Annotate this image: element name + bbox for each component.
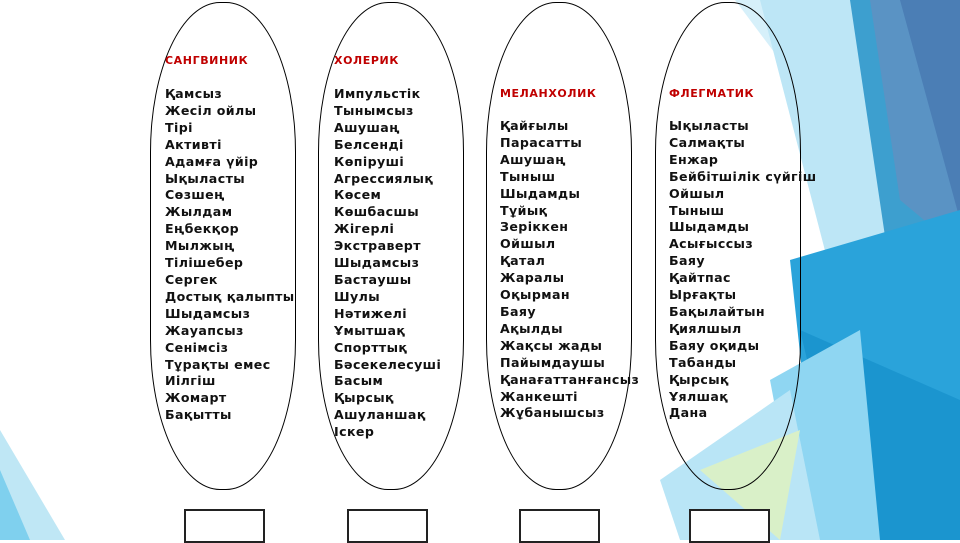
trait-item: Ақылды — [500, 320, 563, 336]
trait-item: Асығыссыз — [669, 236, 754, 252]
trait-item: Импульстік — [334, 86, 421, 101]
answer-box-melancholic[interactable] — [519, 509, 600, 543]
column-list-phlegmatic — [669, 118, 817, 422]
trait-item: Қырсық — [669, 371, 729, 387]
trait-item: Шыдамсыз — [165, 305, 251, 321]
trait-item: Салмақты — [669, 134, 746, 150]
trait-item: Қамсыз — [165, 86, 223, 101]
trait-item: Жігерлі — [334, 221, 395, 237]
trait-item: Бақылайтын — [669, 303, 765, 319]
trait-item: Тынымсыз — [334, 102, 414, 118]
trait-item: Қайтпас — [669, 270, 731, 286]
trait-item: Басым — [334, 373, 384, 389]
trait-item: Адамға үйір — [165, 153, 259, 169]
trait-item: Сенімсіз — [165, 339, 229, 355]
trait-item: Шулы — [334, 288, 380, 304]
trait-item: Ықыласты — [669, 118, 750, 133]
trait-item: Бастаушы — [334, 271, 412, 287]
answer-box-phlegmatic[interactable] — [689, 509, 770, 543]
trait-item: Еңбекқор — [165, 221, 240, 237]
trait-item: Қатал — [500, 253, 546, 269]
trait-item: Шыдамды — [669, 219, 750, 235]
trait-item: Бейбітшілік сүйгіш — [669, 168, 817, 184]
trait-item: Ашуланшақ — [334, 407, 426, 423]
column-list-sanguine — [165, 86, 295, 424]
trait-item: Қиялшыл — [669, 320, 742, 336]
trait-item: Баяу — [500, 303, 536, 319]
trait-item: Зеріккен — [500, 219, 569, 235]
trait-item: Белсенді — [334, 136, 404, 152]
trait-item: Парасатты — [500, 134, 583, 150]
trait-item: Көпіруші — [334, 153, 405, 169]
trait-item: Баяу — [669, 253, 705, 269]
trait-item: Достық қалыпты — [165, 288, 295, 304]
trait-item: Дана — [669, 405, 708, 421]
trait-item: Жанкешті — [500, 388, 578, 404]
trait-item: Сөзшең — [165, 187, 225, 203]
trait-item: Тірі — [165, 119, 193, 135]
trait-item: Спорттық — [334, 339, 408, 355]
column-title-phlegmatic: ФЛЕГМАТИК — [669, 87, 755, 100]
trait-item: Ырғақты — [669, 287, 737, 303]
trait-item: Мылжың — [165, 238, 235, 254]
trait-item: Енжар — [669, 151, 719, 167]
trait-item: Жылдам — [165, 204, 233, 220]
trait-item: Іскер — [334, 424, 375, 440]
trait-item: Көшбасшы — [334, 204, 420, 220]
answer-box-choleric[interactable] — [347, 509, 428, 543]
trait-item: Сергек — [165, 271, 218, 287]
trait-item: Ұялшақ — [669, 388, 729, 404]
trait-item: Жақсы жады — [500, 337, 603, 353]
trait-item: Бақытты — [165, 407, 232, 423]
trait-item: Активті — [165, 136, 222, 152]
trait-item: Тұйық — [500, 202, 548, 218]
trait-item: Ойшыл — [500, 236, 556, 252]
trait-item: Табанды — [669, 354, 737, 370]
answer-box-sanguine[interactable] — [184, 509, 265, 543]
trait-item: Көсем — [334, 187, 382, 203]
column-title-melancholic: МЕЛАНХОЛИК — [500, 87, 597, 100]
trait-item: Бәсекелесуші — [334, 356, 442, 372]
trait-item: Ұмытшақ — [334, 322, 406, 338]
trait-item: Пайымдаушы — [500, 354, 606, 370]
trait-item: Шыдамды — [500, 185, 581, 201]
trait-item: Агрессиялық — [334, 170, 434, 186]
trait-item: Шыдамсыз — [334, 255, 420, 271]
trait-item: Тілішебер — [165, 255, 244, 271]
column-title-choleric: ХОЛЕРИК — [334, 54, 399, 67]
trait-item: Тұрақты емес — [165, 356, 271, 372]
trait-item: Қанағаттанғансыз — [500, 371, 640, 387]
trait-item: Оқырман — [500, 287, 570, 303]
trait-item: Тыныш — [669, 202, 725, 218]
trait-item: Ойшыл — [669, 185, 725, 201]
trait-item: Баяу оқиды — [669, 337, 760, 353]
column-title-sanguine: САНГВИНИК — [165, 54, 249, 67]
trait-item: Экстраверт — [334, 238, 421, 254]
trait-item: Нәтижелі — [334, 305, 408, 321]
trait-item: Тыныш — [500, 168, 556, 184]
trait-item: Қайғылы — [500, 118, 569, 133]
trait-item: Жұбанышсыз — [500, 405, 605, 421]
trait-item: Ықыласты — [165, 170, 246, 186]
trait-item: Жомарт — [165, 390, 227, 406]
trait-item: Қырсық — [334, 390, 394, 406]
trait-item: Ашушаң — [334, 119, 400, 135]
column-list-melancholic — [500, 118, 639, 422]
column-list-choleric — [334, 86, 441, 441]
trait-item: Ашушаң — [500, 151, 566, 167]
trait-item: Иілгіш — [165, 373, 216, 389]
trait-item: Жауапсыз — [165, 322, 244, 338]
trait-item: Жаралы — [500, 270, 565, 286]
trait-item: Жесіл ойлы — [165, 102, 257, 118]
